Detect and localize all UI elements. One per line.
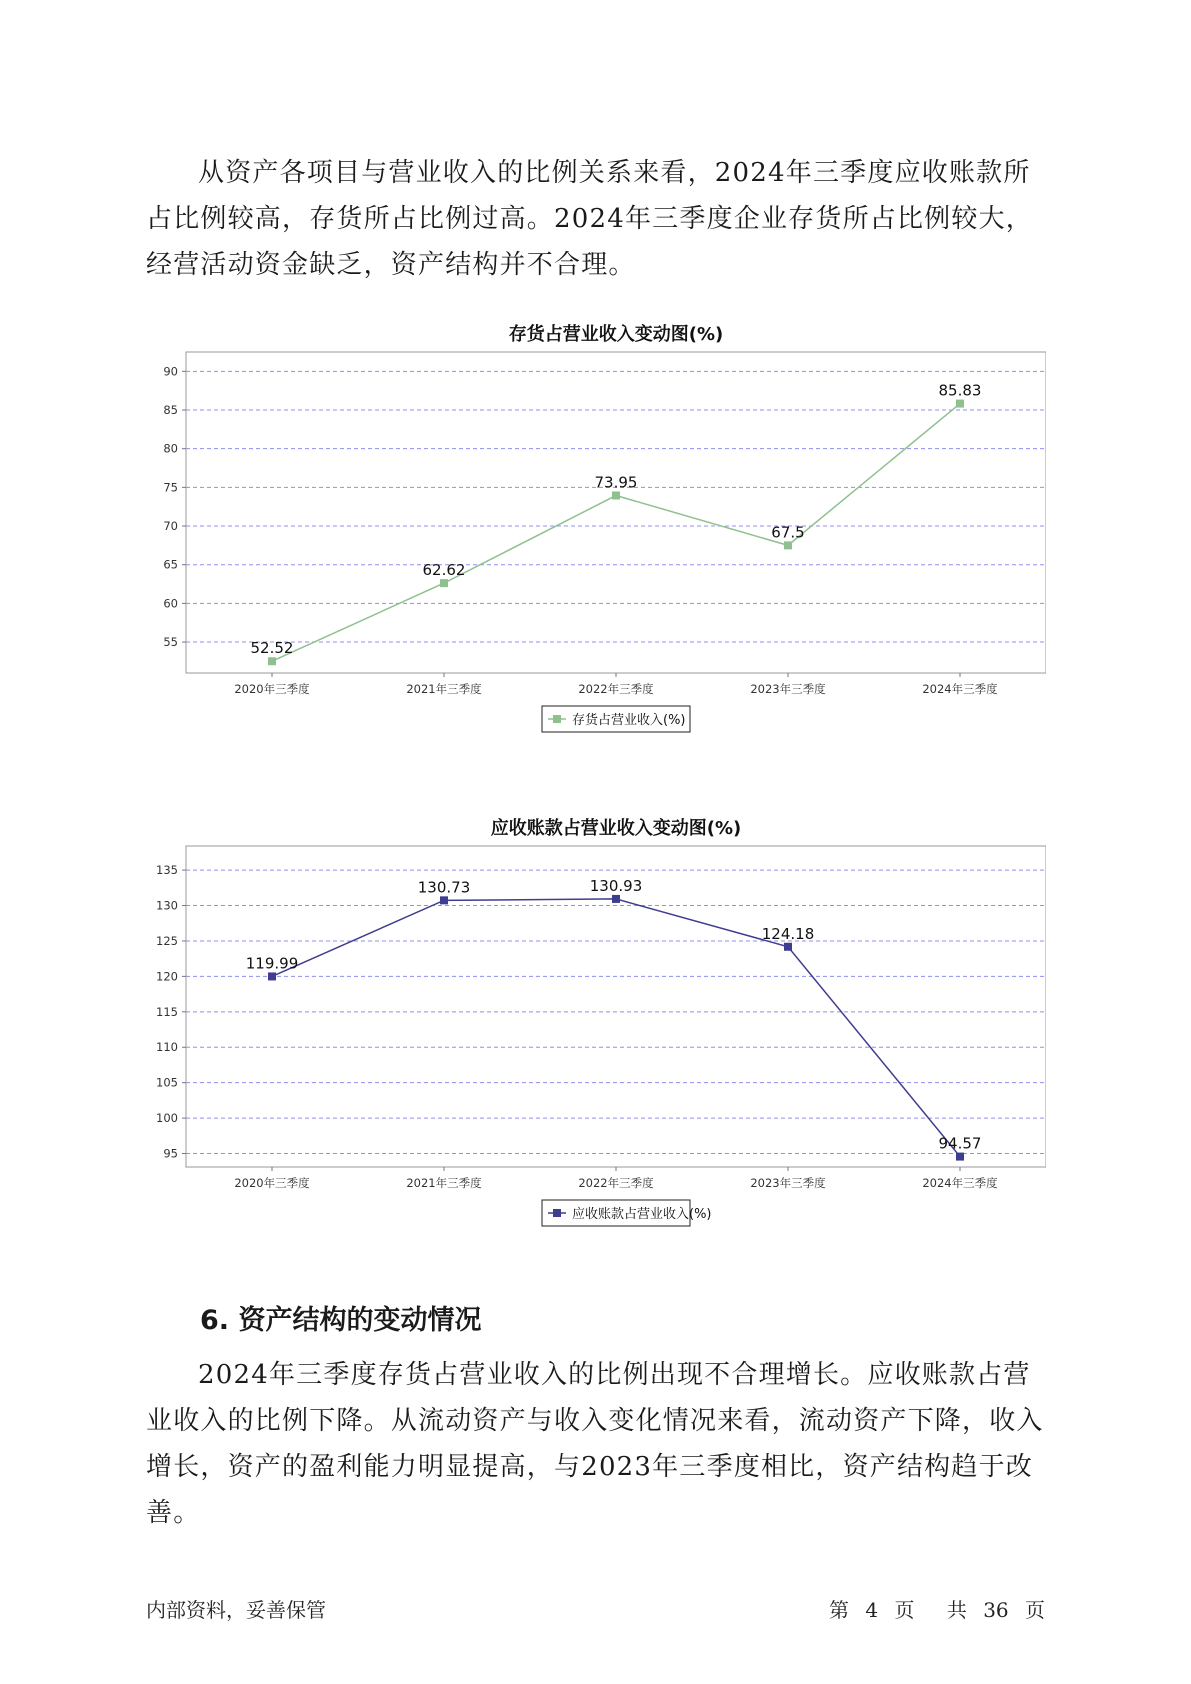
footer-page-number (829, 1594, 1045, 1623)
data-point (268, 972, 276, 980)
data-label: 94.57 (938, 1134, 982, 1153)
legend-marker (553, 715, 561, 723)
y-tick-label: 120 (156, 969, 178, 984)
data-label: 119.99 (245, 954, 299, 973)
y-tick-label: 60 (163, 596, 178, 611)
y-tick-label: 115 (156, 1004, 178, 1019)
legend-label: 应收账款占营业收入(%) (572, 1207, 712, 1222)
data-point (956, 1153, 964, 1161)
chart-title: 存货占营业收入变动图(%) (508, 324, 724, 345)
x-tick-label: 2023年三季度 (750, 1176, 826, 1190)
data-point (268, 657, 276, 665)
inventory-ratio-chart (146, 318, 1046, 768)
data-point (956, 400, 964, 408)
data-label: 73.95 (594, 473, 638, 492)
data-point (612, 895, 620, 903)
x-tick-label: 2020年三季度 (234, 1176, 310, 1190)
data-point (440, 579, 448, 587)
data-label: 52.52 (250, 639, 294, 658)
page-total: 36 (983, 1598, 1009, 1622)
plot-area (186, 352, 1046, 673)
y-tick-label: 100 (156, 1111, 178, 1126)
x-tick-label: 2021年三季度 (406, 1176, 482, 1190)
x-tick-label: 2022年三季度 (578, 1176, 654, 1190)
y-tick-label: 125 (156, 933, 178, 948)
y-tick-label: 70 (163, 519, 178, 534)
y-tick-label: 75 (163, 480, 178, 495)
analysis-paragraph: 2024年三季度存货占营业收入的比例出现不合理增长。应收账款占营业收入的比例下降。从流动资产与收入变化情况来看，流动资产下降，收入增长，资产的盈利能力明显提高，与2023年三季度相比，资产结构趋于改善。 (146, 1360, 1044, 1528)
total-label-prefix: 共 (946, 1598, 967, 1622)
y-tick-label: 110 (156, 1040, 178, 1055)
x-tick-label: 2024年三季度 (922, 1176, 998, 1190)
y-tick-label: 90 (163, 364, 178, 379)
y-tick-label: 95 (163, 1146, 178, 1161)
data-label: 62.62 (422, 561, 466, 580)
receivables-ratio-chart (146, 812, 1046, 1262)
page-label-prefix: 第 (829, 1598, 850, 1622)
footer-confidential-note: 内部资料，妥善保管 (146, 1598, 326, 1622)
y-tick-label: 105 (156, 1075, 178, 1090)
y-tick-label: 135 (156, 863, 178, 878)
y-tick-label: 65 (163, 557, 178, 572)
legend (542, 706, 690, 732)
data-point (612, 491, 620, 499)
y-tick-label: 85 (163, 403, 178, 418)
data-label: 67.5 (771, 523, 805, 542)
x-tick-label: 2023年三季度 (750, 682, 826, 696)
chart-title: 应收账款占营业收入变动图(%) (490, 818, 742, 839)
intro-paragraph: 从资产各项目与营业收入的比例关系来看，2024年三季度应收账款所占比例较高，存货所占比例过高。2024年三季度企业存货所占比例较大，经营活动资金缺乏，资产结构并不合理。 (146, 158, 1033, 280)
receivables-ratio-chart-svg (146, 812, 1046, 1262)
total-label-suffix: 页 (1025, 1598, 1045, 1622)
data-label: 130.93 (589, 876, 643, 895)
legend-marker (553, 1209, 561, 1217)
data-label: 124.18 (761, 924, 815, 943)
y-tick-label: 55 (163, 635, 178, 650)
page-label-suffix: 页 (894, 1598, 915, 1622)
x-tick-label: 2020年三季度 (234, 682, 310, 696)
page-current: 4 (865, 1598, 879, 1622)
data-label: 130.73 (417, 878, 471, 897)
data-point (440, 896, 448, 904)
y-tick-label: 130 (156, 898, 178, 913)
x-tick-label: 2021年三季度 (406, 682, 482, 696)
y-tick-label: 80 (163, 441, 178, 456)
legend-label: 存货占营业收入(%) (572, 713, 686, 728)
data-point (784, 943, 792, 951)
data-label: 85.83 (938, 381, 982, 400)
inventory-ratio-chart-svg (146, 318, 1046, 768)
legend (542, 1200, 712, 1226)
x-tick-label: 2022年三季度 (578, 682, 654, 696)
data-point (784, 541, 792, 549)
section-heading: 6. 资产结构的变动情况 (200, 1305, 482, 1336)
x-tick-label: 2024年三季度 (922, 682, 998, 696)
